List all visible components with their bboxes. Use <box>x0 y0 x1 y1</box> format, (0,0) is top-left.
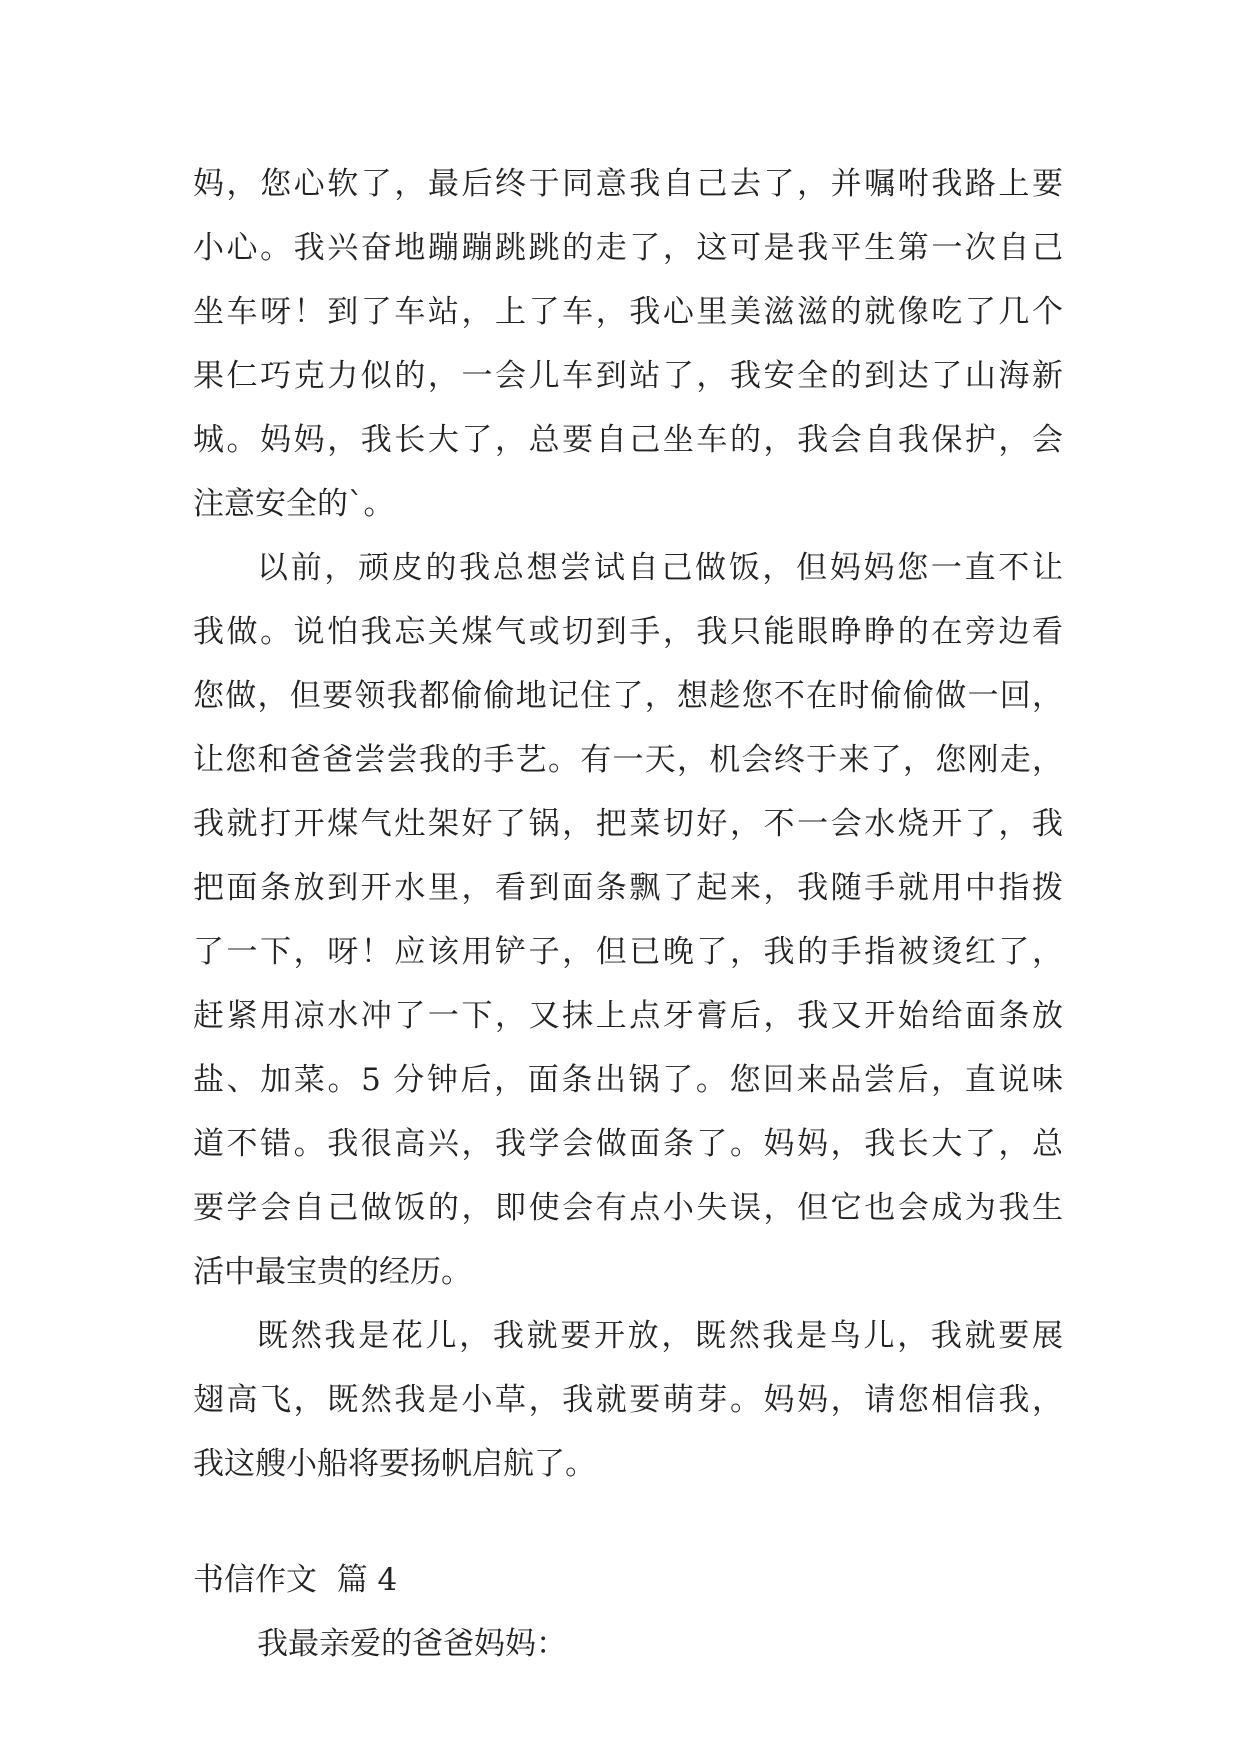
paragraph-3-line-3: 我这艘小船将要扬帆启航了。 <box>193 1446 596 1482</box>
paragraph-3-line-2: 翅高飞，既然我是小草，我就要萌芽。妈妈，请您相信我， <box>193 1382 1063 1418</box>
paragraph-2-line-4: 让您和爸爸尝尝我的手艺。有一天，机会终于来了，您刚走， <box>193 742 1063 778</box>
letter-salutation: 我最亲爱的爸爸妈妈： <box>257 1626 567 1662</box>
paragraph-1-line-2: 小心。我兴奋地蹦蹦跳跳的走了，这可是我平生第一次自己 <box>193 230 1063 266</box>
paragraph-3-line-1: 既然我是花儿，我就要开放，既然我是鸟儿，我就要展 <box>257 1318 1063 1354</box>
paragraph-1-line-4: 果仁巧克力似的，一会儿车到站了，我安全的到达了山海新 <box>193 358 1063 394</box>
paragraph-2-line-11: 要学会自己做饭的，即使会有点小失误，但它也会成为我生 <box>193 1190 1063 1226</box>
paragraph-1-line-6: 注意安全的`。 <box>193 486 395 522</box>
paragraph-2-line-5: 我就打开煤气灶架好了锅，把菜切好，不一会水烧开了，我 <box>193 806 1063 842</box>
paragraph-2-line-9: 盐、加菜。5 分钟后，面条出锅了。您回来品尝后，直说味 <box>193 1062 1063 1098</box>
paragraph-2-line-7: 了一下，呀！应该用铲子，但已晚了，我的手指被烫红了， <box>193 934 1063 970</box>
section-heading: 书信作文 篇 4 <box>193 1562 398 1598</box>
paragraph-1-line-5: 城。妈妈，我长大了，总要自己坐车的，我会自我保护，会 <box>193 422 1063 458</box>
paragraph-2-line-1: 以前，顽皮的我总想尝试自己做饭，但妈妈您一直不让 <box>257 550 1063 586</box>
paragraph-2-line-12: 活中最宝贵的经历。 <box>193 1254 472 1290</box>
paragraph-2-line-10: 道不错。我很高兴，我学会做面条了。妈妈，我长大了，总 <box>193 1126 1063 1162</box>
paragraph-2-line-3: 您做，但要领我都偷偷地记住了，想趁您不在时偷偷做一回， <box>193 678 1063 714</box>
paragraph-1-line-1: 妈，您心软了，最后终于同意我自己去了，并嘱咐我路上要 <box>193 166 1063 202</box>
paragraph-2-line-6: 把面条放到开水里，看到面条飘了起来，我随手就用中指拨 <box>193 870 1063 906</box>
paragraph-2-line-2: 我做。说怕我忘关煤气或切到手，我只能眼睁睁的在旁边看 <box>193 614 1063 650</box>
paragraph-2-line-8: 赶紧用凉水冲了一下，又抹上点牙膏后，我又开始给面条放 <box>193 998 1063 1034</box>
paragraph-1-line-3: 坐车呀！到了车站，上了车，我心里美滋滋的就像吃了几个 <box>193 294 1063 330</box>
